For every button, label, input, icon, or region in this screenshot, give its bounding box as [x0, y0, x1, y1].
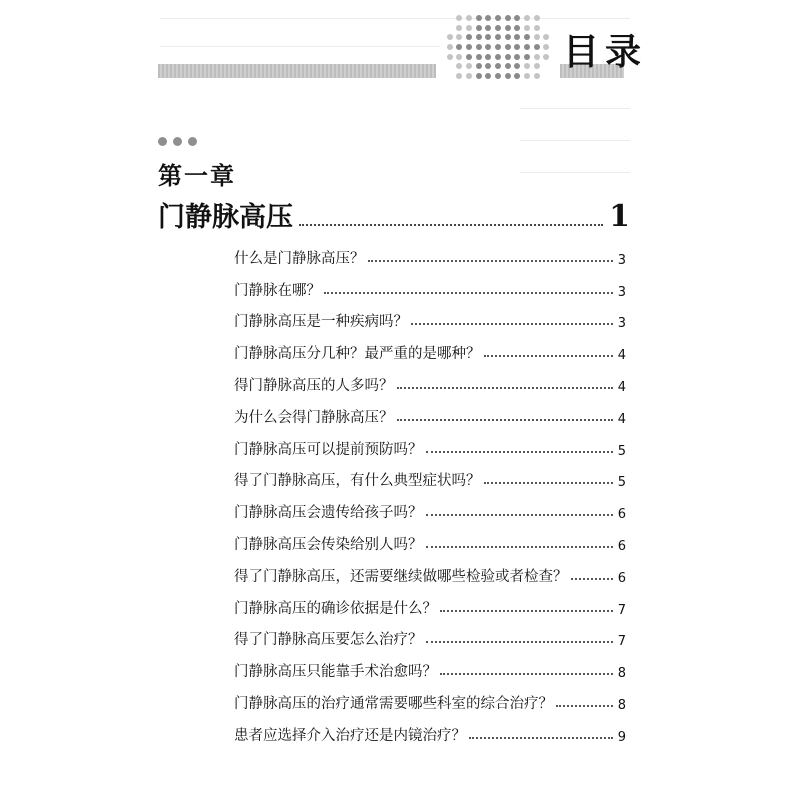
leader-dots [368, 259, 614, 262]
leader-dots [426, 513, 614, 516]
toc-entry[interactable] [234, 459, 626, 491]
toc-entry-title: 得了门静脉高压，有什么典型症状吗？ [234, 473, 481, 490]
toc-entry[interactable] [234, 554, 626, 586]
toc-entry[interactable] [234, 618, 626, 650]
toc-entry-page: 8 [617, 666, 626, 682]
show-through [520, 172, 630, 173]
show-through [520, 108, 630, 109]
show-through [160, 18, 630, 19]
leader-dots [571, 577, 614, 580]
toc-entry[interactable] [234, 681, 626, 713]
toc-entry-page: 6 [617, 507, 626, 523]
header-dot-pattern [446, 14, 550, 80]
toc-entry-title: 门静脉在哪？ [234, 282, 321, 299]
show-through [160, 46, 440, 47]
page-title: 目录 [563, 31, 648, 73]
show-through [520, 140, 630, 141]
leader-dots [440, 609, 613, 612]
toc-entry-title: 门静脉高压会遗传给孩子吗？ [234, 505, 423, 522]
toc-entry-page: 5 [617, 443, 626, 459]
toc-entry-page: 3 [617, 284, 626, 300]
toc-entry-title: 门静脉高压的治疗通常需要哪些科室的综合治疗？ [234, 695, 553, 712]
toc-entry-title: 门静脉高压分几种？最严重的是哪种？ [234, 346, 481, 363]
toc-entry-page: 4 [617, 379, 626, 395]
toc-entry-page: 4 [617, 348, 626, 364]
toc-entry-page: 8 [617, 697, 626, 713]
leader-dots [556, 704, 613, 707]
header-bar-left [158, 64, 436, 78]
toc-entry-title: 为什么会得门静脉高压？ [234, 409, 394, 426]
toc-entry-page: 9 [617, 729, 626, 745]
toc-entry[interactable] [234, 649, 626, 681]
toc-entry[interactable] [234, 713, 626, 745]
chapter-label: 第一章 [158, 161, 236, 190]
toc-entry-title: 门静脉高压的确诊依据是什么？ [234, 600, 437, 617]
toc-entry-title: 得门静脉高压的人多吗？ [234, 377, 394, 394]
leader-dots [469, 736, 613, 739]
chapter-dots [158, 137, 197, 146]
toc-entry[interactable] [234, 586, 626, 618]
toc-entry-page: 7 [617, 634, 626, 650]
leader-dots [397, 418, 614, 421]
leader-dots [426, 450, 614, 453]
leader-dots [324, 291, 613, 294]
toc-entry-title: 门静脉高压会传染给别人吗？ [234, 536, 423, 553]
chapter-page-number: 1 [609, 199, 630, 234]
toc-entry-title: 得了门静脉高压要怎么治疗？ [234, 632, 423, 649]
toc-entry[interactable] [234, 331, 626, 363]
toc-entry[interactable] [234, 395, 626, 427]
toc-entry[interactable] [234, 522, 626, 554]
toc-entry[interactable] [234, 490, 626, 522]
leader-dots [426, 545, 614, 548]
toc-entry-title: 什么是门静脉高压？ [234, 250, 365, 267]
toc-entry[interactable] [234, 363, 626, 395]
toc-list [234, 236, 626, 745]
toc-entry-page: 6 [617, 538, 626, 554]
toc-entry-title: 门静脉高压是一种疾病吗？ [234, 314, 408, 331]
toc-entry-page: 3 [617, 316, 626, 332]
toc-entry-title: 门静脉高压可以提前预防吗？ [234, 441, 423, 458]
leader-dots [484, 481, 614, 484]
leader-dots [426, 640, 614, 643]
leader-dots [484, 354, 614, 357]
toc-entry-page: 6 [617, 570, 626, 586]
leader-dots [440, 672, 613, 675]
toc-entry-page: 3 [617, 252, 626, 268]
toc-entry-title: 得了门静脉高压，还需要继续做哪些检验或者检查？ [234, 568, 568, 585]
toc-entry-page: 7 [617, 602, 626, 618]
toc-entry-title: 患者应选择介入治疗还是内镜治疗？ [234, 727, 466, 744]
toc-entry[interactable] [234, 236, 626, 268]
chapter-entry[interactable] [158, 194, 630, 234]
toc-entry-title: 门静脉高压只能靠手术治愈吗？ [234, 664, 437, 681]
leader-dots [299, 223, 603, 226]
toc-entry-page: 4 [617, 411, 626, 427]
toc-entry[interactable] [234, 268, 626, 300]
leader-dots [411, 322, 613, 325]
toc-entry-page: 5 [617, 475, 626, 491]
chapter-title: 门静脉高压 [158, 202, 293, 233]
toc-entry[interactable] [234, 427, 626, 459]
toc-entry[interactable] [234, 300, 626, 332]
leader-dots [397, 386, 614, 389]
